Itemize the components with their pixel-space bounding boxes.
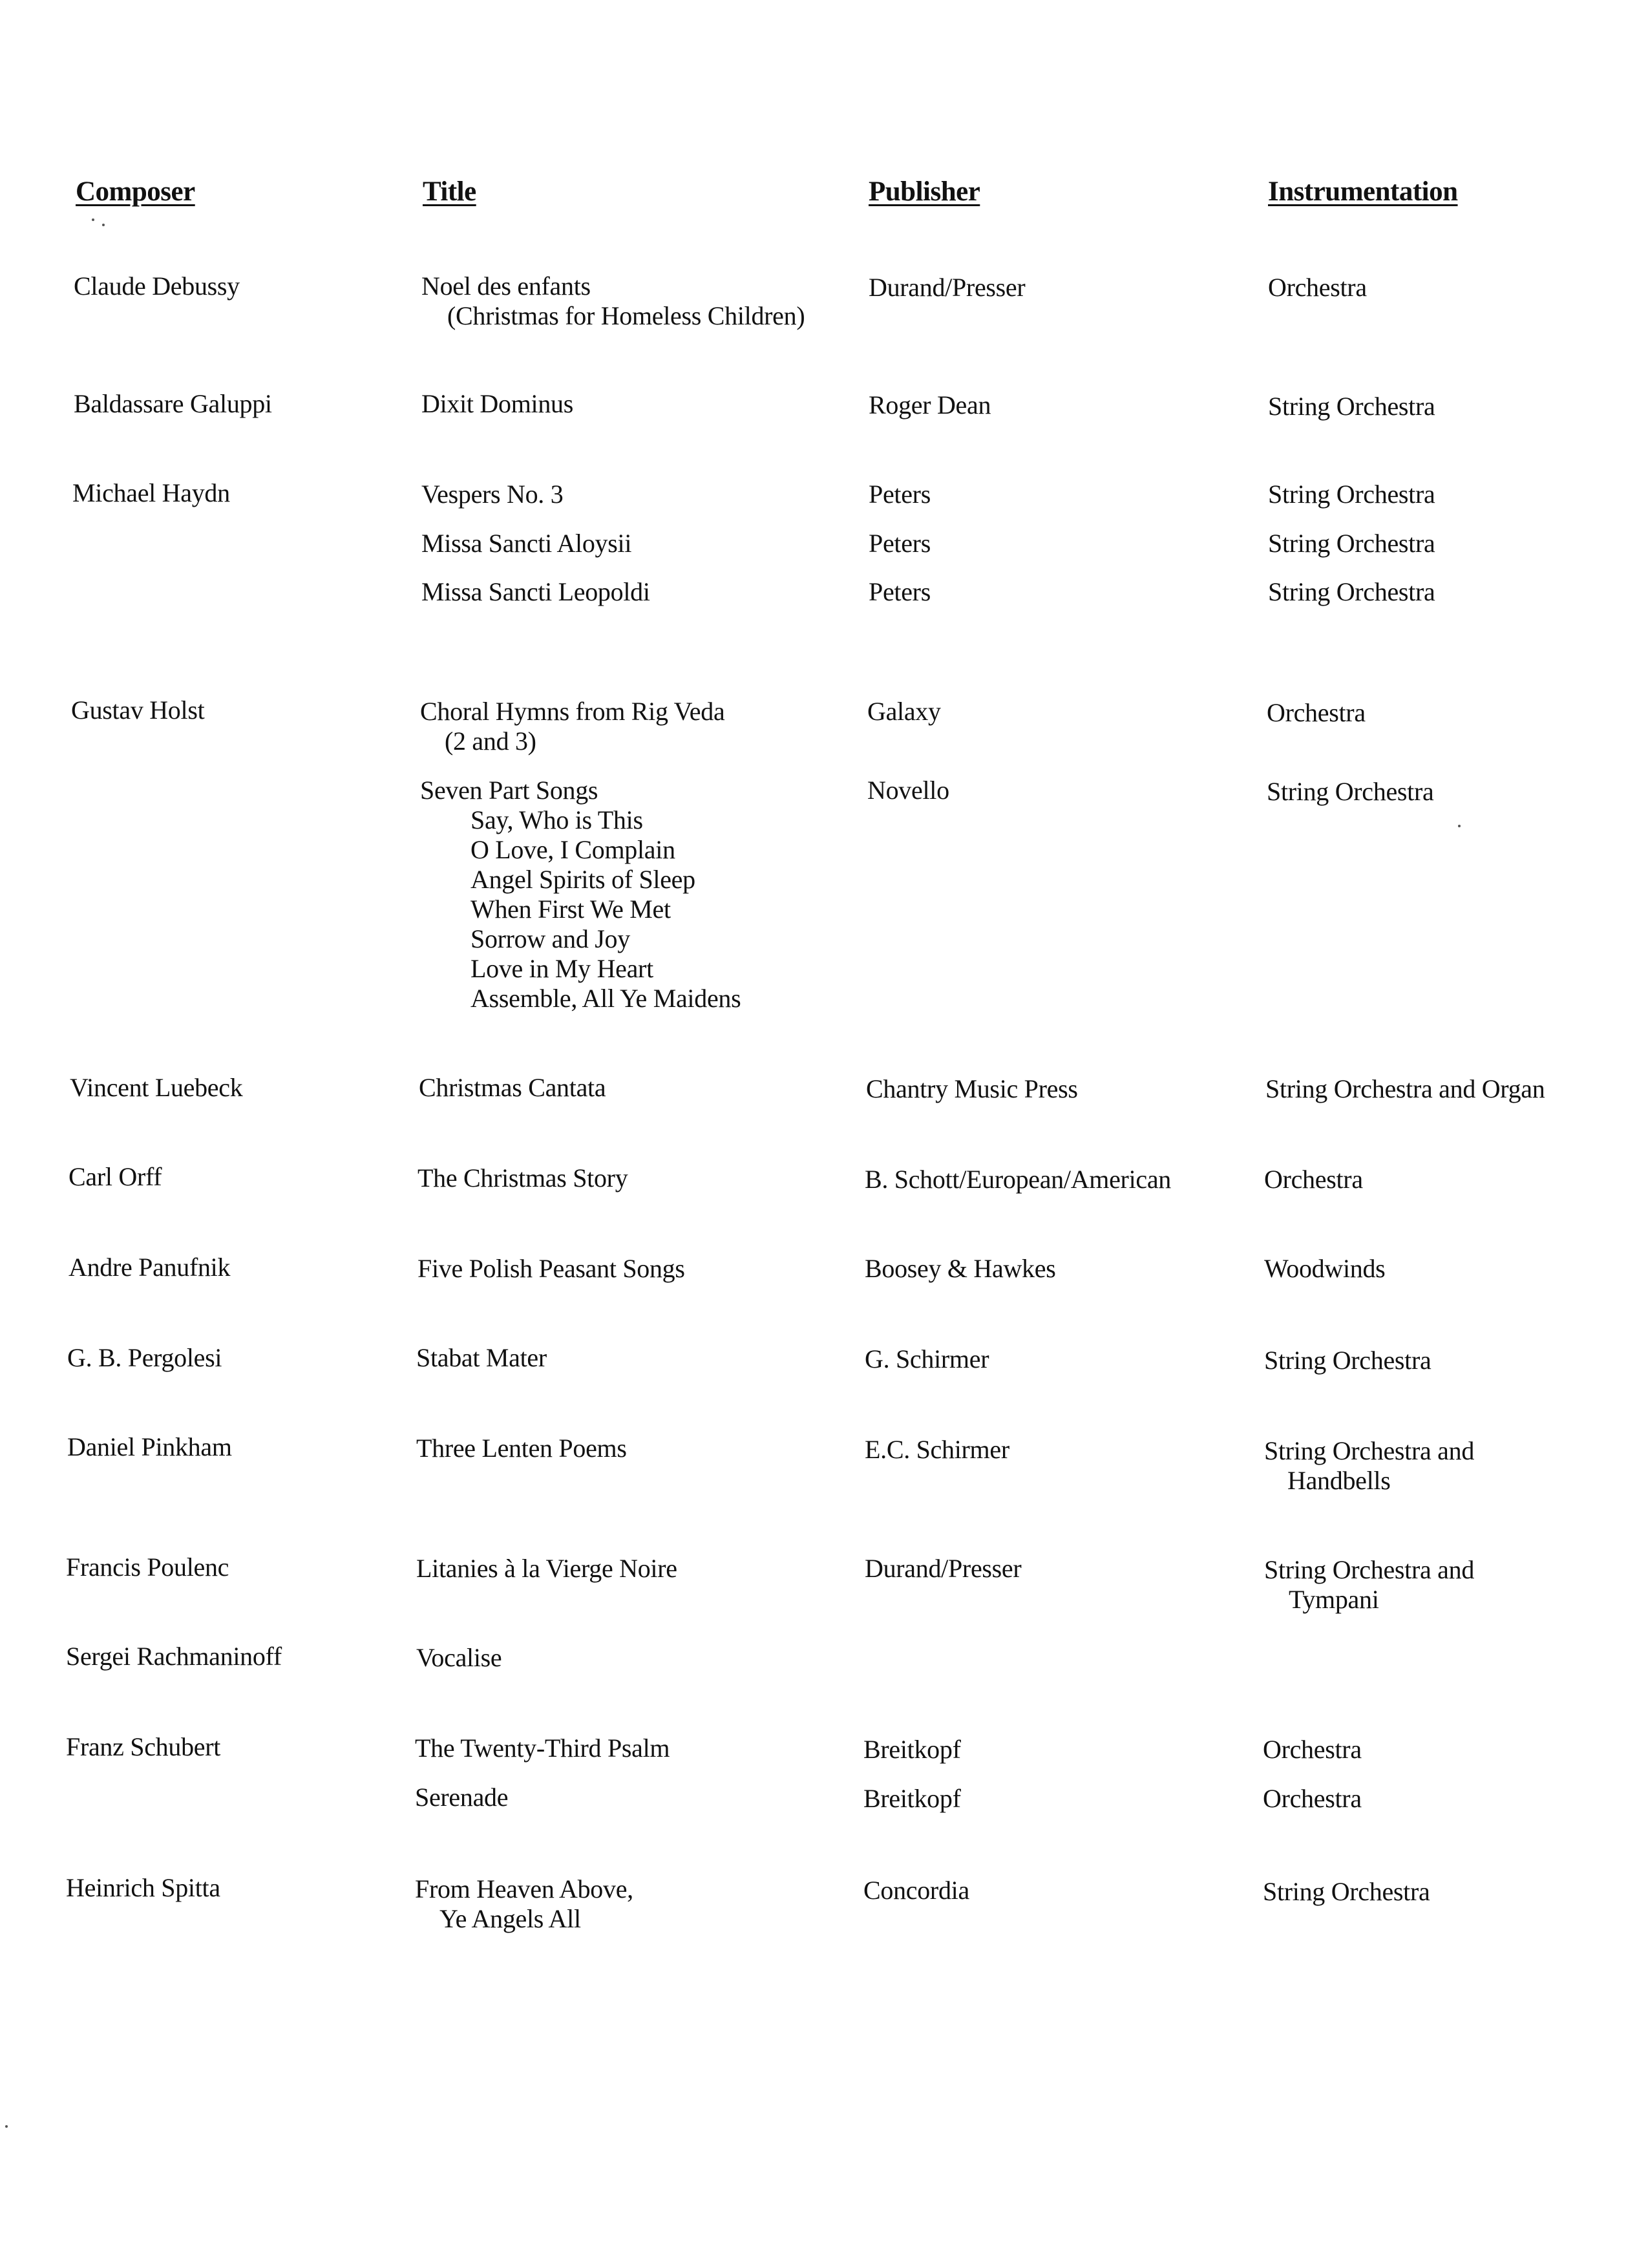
title-cell: Dixit Dominus: [421, 389, 574, 418]
title-cell: Missa Sancti Aloysii: [421, 529, 632, 558]
composer-cell: Heinrich Spitta: [66, 1873, 220, 1902]
publisher-cell: Peters: [869, 577, 931, 606]
publisher-cell: Breitkopf: [863, 1735, 961, 1764]
title-cell: The Christmas Story: [417, 1163, 628, 1192]
composer-cell: Franz Schubert: [66, 1732, 221, 1761]
title-cell-continued: (Christmas for Homeless Children): [447, 301, 805, 330]
song-item: When First We Met: [470, 895, 671, 924]
instrumentation-cell: Orchestra: [1263, 1735, 1362, 1764]
publisher-cell: Boosey & Hawkes: [865, 1254, 1056, 1283]
title-cell: Seven Part Songs: [420, 776, 598, 805]
title-cell: Vocalise: [416, 1643, 502, 1672]
composer-cell: Vincent Luebeck: [70, 1073, 243, 1102]
instrumentation-cell: Orchestra: [1264, 1165, 1363, 1194]
scan-speck: [102, 224, 105, 226]
publisher-cell: Durand/Presser: [865, 1554, 1022, 1583]
instrumentation-cell: String Orchestra: [1268, 392, 1435, 421]
composer-cell: G. B. Pergolesi: [67, 1343, 222, 1372]
publisher-cell: Roger Dean: [869, 390, 991, 419]
publisher-cell: E.C. Schirmer: [865, 1435, 1009, 1464]
publisher-cell: Breitkopf: [863, 1784, 961, 1813]
publisher-cell: B. Schott/European/American: [865, 1165, 1171, 1194]
title-cell: Serenade: [415, 1783, 509, 1812]
composer-cell: Daniel Pinkham: [67, 1432, 232, 1461]
title-cell: The Twenty-Third Psalm: [415, 1733, 670, 1763]
publisher-cell: Durand/Presser: [869, 273, 1026, 302]
title-cell: Christmas Cantata: [419, 1073, 606, 1102]
title-cell: Stabat Mater: [416, 1343, 547, 1372]
song-item: Assemble, All Ye Maidens: [470, 984, 741, 1013]
publisher-cell: Chantry Music Press: [866, 1074, 1078, 1103]
instrumentation-cell: Orchestra: [1263, 1784, 1362, 1813]
composer-cell: Baldassare Galuppi: [74, 389, 272, 418]
publisher-cell: Novello: [867, 776, 949, 805]
scan-speck: [5, 2125, 8, 2128]
composer-cell: Carl Orff: [69, 1162, 162, 1191]
header-publisher: Publisher: [869, 176, 980, 207]
composer-cell: Gustav Holst: [71, 695, 205, 725]
header-instrumentation: Instrumentation: [1268, 176, 1458, 207]
instrumentation-cell: String Orchestra and: [1264, 1436, 1475, 1465]
instrumentation-cell: String Orchestra: [1267, 777, 1434, 806]
title-cell: Five Polish Peasant Songs: [417, 1254, 685, 1283]
scan-speck: [1458, 825, 1461, 827]
publisher-cell: Galaxy: [867, 697, 941, 726]
song-item: Sorrow and Joy: [470, 924, 630, 953]
composer-cell: Francis Poulenc: [66, 1553, 229, 1582]
instrumentation-cell-continued: Handbells: [1287, 1466, 1391, 1495]
title-cell-continued: Ye Angels All: [439, 1904, 581, 1933]
instrumentation-cell-continued: Tympani: [1289, 1585, 1379, 1614]
title-cell: Three Lenten Poems: [416, 1434, 627, 1463]
instrumentation-cell: String Orchestra and: [1264, 1555, 1475, 1584]
instrumentation-cell: String Orchestra and Organ: [1265, 1074, 1545, 1103]
instrumentation-cell: String Orchestra: [1264, 1346, 1431, 1375]
instrumentation-cell: Woodwinds: [1264, 1254, 1386, 1283]
title-cell: Litanies à la Vierge Noire: [416, 1554, 677, 1583]
scan-speck: [92, 218, 94, 221]
publisher-cell: Peters: [869, 529, 931, 558]
publisher-cell: Peters: [869, 480, 931, 509]
composer-cell: Andre Panufnik: [69, 1253, 231, 1282]
song-item: Say, Who is This: [470, 805, 643, 834]
song-item: Angel Spirits of Sleep: [470, 865, 695, 894]
title-cell-continued: (2 and 3): [445, 726, 536, 756]
title-cell: Vespers No. 3: [421, 480, 564, 509]
title-cell: From Heaven Above,: [415, 1874, 633, 1903]
instrumentation-cell: String Orchestra: [1268, 577, 1435, 606]
title-cell: Missa Sancti Leopoldi: [421, 577, 650, 606]
title-cell: Noel des enfants: [421, 271, 591, 301]
song-item: Love in My Heart: [470, 954, 653, 983]
publisher-cell: Concordia: [863, 1876, 969, 1905]
header-title: Title: [423, 176, 476, 207]
instrumentation-cell: String Orchestra: [1268, 529, 1435, 558]
composer-cell: Michael Haydn: [72, 478, 230, 507]
publisher-cell: G. Schirmer: [865, 1344, 989, 1373]
instrumentation-cell: String Orchestra: [1263, 1877, 1430, 1906]
instrumentation-cell: Orchestra: [1267, 698, 1366, 727]
instrumentation-cell: String Orchestra: [1268, 480, 1435, 509]
composer-cell: Claude Debussy: [74, 271, 240, 301]
header-composer: Composer: [76, 176, 195, 207]
instrumentation-cell: Orchestra: [1268, 273, 1367, 302]
composer-cell: Sergei Rachmaninoff: [66, 1642, 282, 1671]
song-item: O Love, I Complain: [470, 835, 675, 864]
title-cell: Choral Hymns from Rig Veda: [420, 697, 725, 726]
